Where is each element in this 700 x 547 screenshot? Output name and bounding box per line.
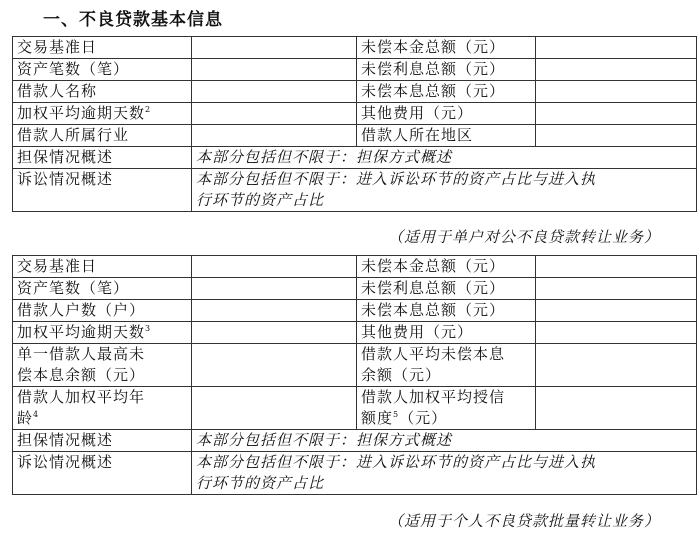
- field-value: [536, 125, 697, 147]
- field-value: [536, 387, 697, 430]
- field-value: [536, 344, 697, 387]
- field-value: [192, 59, 357, 81]
- field-value: [536, 322, 697, 344]
- field-value: [192, 387, 357, 430]
- field-value: [192, 322, 357, 344]
- field-label: 加权平均逾期天数$^3$: [13, 322, 192, 344]
- field-value: [192, 81, 357, 103]
- field-label: 担保情况概述: [13, 147, 192, 169]
- loan-info-table-individual: [12, 255, 697, 495]
- field-label: 交易基准日: [13, 37, 192, 59]
- litigation-description: 本部分包括但不限于：进入诉讼环节的资产占比与进入执 行环节的资产占比: [192, 452, 697, 495]
- field-label: 未偿本金总额（元）: [357, 256, 536, 278]
- table-row: [13, 256, 697, 278]
- field-label: 未偿本金总额（元）: [357, 37, 536, 59]
- field-label: 借款人平均未偿本息 余额（元）: [357, 344, 536, 387]
- litigation-description: 本部分包括但不限于：进入诉讼环节的资产占比与进入执 行环节的资产占比: [192, 169, 697, 212]
- field-label: 借款人名称: [13, 81, 192, 103]
- table-row: [13, 278, 697, 300]
- guarantee-description: 本部分包括但不限于：担保方式概述: [192, 430, 697, 452]
- field-value: [192, 37, 357, 59]
- loan-info-table-corporate: [12, 36, 697, 212]
- field-value: [192, 256, 357, 278]
- field-value: [192, 300, 357, 322]
- field-label: 借款人加权平均年 龄$^4$: [13, 387, 192, 430]
- field-value: [536, 81, 697, 103]
- footnote-marker: 2: [145, 105, 152, 114]
- table-row: [13, 452, 697, 495]
- field-label: 其他费用（元）: [357, 322, 536, 344]
- field-label: 未偿利息总额（元）: [357, 278, 536, 300]
- field-label: 诉讼情况概述: [13, 169, 192, 212]
- field-label: 未偿利息总额（元）: [357, 59, 536, 81]
- table-row: [13, 147, 697, 169]
- field-label: 单一借款人最高未 偿本息余额（元）: [13, 344, 192, 387]
- field-value: [536, 103, 697, 125]
- table-row: [13, 387, 697, 430]
- table-row: [13, 125, 697, 147]
- field-label: 借款人所属行业: [13, 125, 192, 147]
- field-label: 资产笔数（笔）: [13, 278, 192, 300]
- field-value: [192, 103, 357, 125]
- field-label: 交易基准日: [13, 256, 192, 278]
- field-label: 加权平均逾期天数$^2$: [13, 103, 192, 125]
- field-value: [536, 300, 697, 322]
- table-row: [13, 169, 697, 212]
- section-title: 一、不良贷款基本信息: [43, 10, 223, 30]
- footnote-marker: 3: [145, 324, 152, 333]
- guarantee-description: 本部分包括但不限于：担保方式概述: [192, 147, 697, 169]
- field-label: 借款人户数（户）: [13, 300, 192, 322]
- field-value: [536, 59, 697, 81]
- footnote-marker: 4: [33, 410, 40, 419]
- table-row: [13, 37, 697, 59]
- table-row: [13, 344, 697, 387]
- field-label: 担保情况概述: [13, 430, 192, 452]
- field-label: 资产笔数（笔）: [13, 59, 192, 81]
- field-label: 诉讼情况概述: [13, 452, 192, 495]
- table-row: [13, 103, 697, 125]
- table-row: [13, 430, 697, 452]
- field-value: [536, 256, 697, 278]
- field-value: [192, 344, 357, 387]
- footnote-marker: 5: [393, 410, 400, 419]
- field-value: [192, 278, 357, 300]
- field-label: 借款人加权平均授信 额度$^5$（元）: [357, 387, 536, 430]
- table-row: [13, 322, 697, 344]
- applicability-note: （适用于个人不良贷款批量转让业务）: [387, 512, 660, 530]
- table-row: [13, 300, 697, 322]
- field-value: [536, 278, 697, 300]
- table-row: [13, 81, 697, 103]
- field-label: 借款人所在地区: [357, 125, 536, 147]
- field-label: 未偿本息总额（元）: [357, 300, 536, 322]
- field-label: 其他费用（元）: [357, 103, 536, 125]
- field-value: [536, 37, 697, 59]
- field-label: 未偿本息总额（元）: [357, 81, 536, 103]
- applicability-note: （适用于单户对公不良贷款转让业务）: [387, 228, 660, 246]
- table-row: [13, 59, 697, 81]
- field-value: [192, 125, 357, 147]
